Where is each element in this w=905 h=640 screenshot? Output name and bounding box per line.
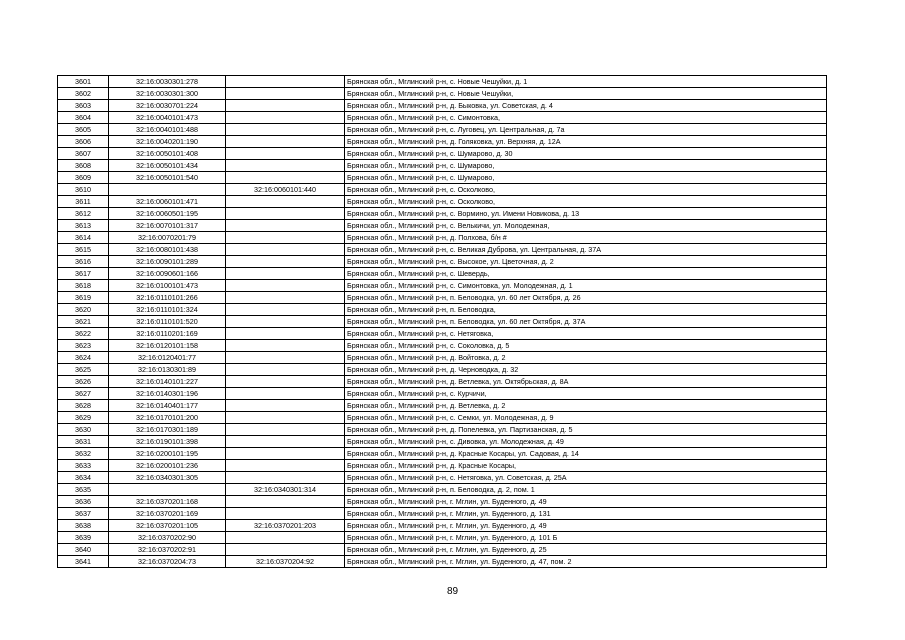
address-cell: Брянская обл., Мглинский р-н, с. Высокое, ул. Цветочная, д. 2 — [345, 256, 827, 268]
cadastral-number-cell: 32:16:0170101:200 — [109, 412, 226, 424]
cadastral-number-cell: 32:16:0170301:189 — [109, 424, 226, 436]
address-cell: Брянская обл., Мглинский р-н, д. Красные Косары, ул. Садовая, д. 14 — [345, 448, 827, 460]
table-row — [58, 100, 827, 112]
cadastral-number-cell: 32:16:0110101:266 — [109, 292, 226, 304]
address-cell: Брянская обл., Мглинский р-н, с. Осколково, — [345, 196, 827, 208]
row-number-cell: 3634 — [58, 472, 109, 484]
building-cadastral-number-cell: 32:16:0370201:203 — [226, 520, 345, 532]
table-row — [58, 508, 827, 520]
cadastral-number-cell: 32:16:0050101:434 — [109, 160, 226, 172]
table-row — [58, 544, 827, 556]
building-cadastral-number-cell — [226, 232, 345, 244]
row-number-cell: 3601 — [58, 76, 109, 88]
table-row — [58, 364, 827, 376]
row-number-cell: 3625 — [58, 364, 109, 376]
address-cell: Брянская обл., Мглинский р-н, с. Новые Чешуйки, д. 1 — [345, 76, 827, 88]
building-cadastral-number-cell — [226, 88, 345, 100]
cadastral-number-cell: 32:16:0130301:89 — [109, 364, 226, 376]
table-row — [58, 436, 827, 448]
address-cell: Брянская обл., Мглинский р-н, с. Великая Дуброва, ул. Центральная, д. 37А — [345, 244, 827, 256]
property-registry-table — [57, 75, 827, 568]
building-cadastral-number-cell — [226, 388, 345, 400]
address-cell: Брянская обл., Мглинский р-н, г. Мглин, ул. Буденного, д. 49 — [345, 496, 827, 508]
address-cell: Брянская обл., Мглинский р-н, с. Соколовка, д. 5 — [345, 340, 827, 352]
address-cell: Брянская обл., Мглинский р-н, с. Нетяговка, ул. Советская, д. 25А — [345, 472, 827, 484]
cadastral-number-cell: 32:16:0090101:289 — [109, 256, 226, 268]
cadastral-number-cell: 32:16:0370201:169 — [109, 508, 226, 520]
row-number-cell: 3619 — [58, 292, 109, 304]
table-row — [58, 424, 827, 436]
building-cadastral-number-cell — [226, 496, 345, 508]
address-cell: Брянская обл., Мглинский р-н, с. Шумарово, — [345, 172, 827, 184]
building-cadastral-number-cell — [226, 376, 345, 388]
building-cadastral-number-cell — [226, 424, 345, 436]
table-row — [58, 328, 827, 340]
page-number: 89 — [446, 586, 459, 597]
address-cell: Брянская обл., Мглинский р-н, г. Мглин, ул. Буденного, д. 47, пом. 2 — [345, 556, 827, 568]
row-number-cell: 3609 — [58, 172, 109, 184]
table-row — [58, 220, 827, 232]
row-number-cell: 3640 — [58, 544, 109, 556]
building-cadastral-number-cell — [226, 256, 345, 268]
row-number-cell: 3628 — [58, 400, 109, 412]
table-row — [58, 388, 827, 400]
row-number-cell: 3606 — [58, 136, 109, 148]
address-cell: Брянская обл., Мглинский р-н, д. Попелевка, ул. Партизанская, д. 5 — [345, 424, 827, 436]
cadastral-number-cell: 32:16:0090601:166 — [109, 268, 226, 280]
address-cell: Брянская обл., Мглинский р-н, д. Войтовка, д. 2 — [345, 352, 827, 364]
cadastral-number-cell: 32:16:0050101:540 — [109, 172, 226, 184]
table-row — [58, 460, 827, 472]
building-cadastral-number-cell — [226, 76, 345, 88]
cadastral-number-cell: 32:16:0340301:305 — [109, 472, 226, 484]
row-number-cell: 3614 — [58, 232, 109, 244]
address-cell: Брянская обл., Мглинский р-н, с. Велькичи, ул. Молодежная, — [345, 220, 827, 232]
table-row — [58, 520, 827, 532]
cadastral-number-cell: 32:16:0140401:177 — [109, 400, 226, 412]
row-number-cell: 3605 — [58, 124, 109, 136]
row-number-cell: 3626 — [58, 376, 109, 388]
cadastral-number-cell: 32:16:0110101:324 — [109, 304, 226, 316]
row-number-cell: 3631 — [58, 436, 109, 448]
address-cell: Брянская обл., Мглинский р-н, г. Мглин, ул. Буденного, д. 101 Б — [345, 532, 827, 544]
row-number-cell: 3618 — [58, 280, 109, 292]
address-cell: Брянская обл., Мглинский р-н, с. Осколково, — [345, 184, 827, 196]
table-row — [58, 556, 827, 568]
table-row — [58, 484, 827, 496]
address-cell: Брянская обл., Мглинский р-н, с. Симонтовка, — [345, 112, 827, 124]
cadastral-number-cell: 32:16:0060101:471 — [109, 196, 226, 208]
address-cell: Брянская обл., Мглинский р-н, с. Симонтовка, ул. Молодежная, д. 1 — [345, 280, 827, 292]
row-number-cell: 3613 — [58, 220, 109, 232]
row-number-cell: 3608 — [58, 160, 109, 172]
table-row — [58, 292, 827, 304]
building-cadastral-number-cell — [226, 220, 345, 232]
address-cell: Брянская обл., Мглинский р-н, д. Ветлевка, д. 2 — [345, 400, 827, 412]
cadastral-number-cell: 32:16:0060501:195 — [109, 208, 226, 220]
cadastral-number-cell: 32:16:0370202:91 — [109, 544, 226, 556]
cadastral-number-cell: 32:16:0040101:488 — [109, 124, 226, 136]
row-number-cell: 3611 — [58, 196, 109, 208]
table-row — [58, 184, 827, 196]
table-row — [58, 196, 827, 208]
row-number-cell: 3633 — [58, 460, 109, 472]
row-number-cell: 3604 — [58, 112, 109, 124]
building-cadastral-number-cell: 32:16:0370204:92 — [226, 556, 345, 568]
row-number-cell: 3630 — [58, 424, 109, 436]
cadastral-number-cell: 32:16:0080101:438 — [109, 244, 226, 256]
row-number-cell: 3637 — [58, 508, 109, 520]
cadastral-number-cell: 32:16:0030301:278 — [109, 76, 226, 88]
building-cadastral-number-cell — [226, 112, 345, 124]
row-number-cell: 3621 — [58, 316, 109, 328]
row-number-cell: 3635 — [58, 484, 109, 496]
table-row — [58, 172, 827, 184]
address-cell: Брянская обл., Мглинский р-н, д. Ветлевка, ул. Октябрьская, д. 8А — [345, 376, 827, 388]
cadastral-number-cell: 32:16:0100101:473 — [109, 280, 226, 292]
building-cadastral-number-cell — [226, 508, 345, 520]
address-cell: Брянская обл., Мглинский р-н, с. Курчичи, — [345, 388, 827, 400]
address-cell: Брянская обл., Мглинский р-н, с. Нетяговка, — [345, 328, 827, 340]
row-number-cell: 3603 — [58, 100, 109, 112]
cadastral-number-cell: 32:16:0030701:224 — [109, 100, 226, 112]
cadastral-number-cell: 32:16:0040201:190 — [109, 136, 226, 148]
table-row — [58, 400, 827, 412]
building-cadastral-number-cell — [226, 280, 345, 292]
table-row — [58, 136, 827, 148]
building-cadastral-number-cell — [226, 412, 345, 424]
building-cadastral-number-cell — [226, 304, 345, 316]
building-cadastral-number-cell — [226, 172, 345, 184]
row-number-cell: 3624 — [58, 352, 109, 364]
address-cell: Брянская обл., Мглинский р-н, с. Семки, ул. Молодежная, д. 9 — [345, 412, 827, 424]
building-cadastral-number-cell — [226, 160, 345, 172]
table-row — [58, 352, 827, 364]
table-row — [58, 340, 827, 352]
address-cell: Брянская обл., Мглинский р-н, г. Мглин, ул. Буденного, д. 131 — [345, 508, 827, 520]
building-cadastral-number-cell: 32:16:0060101:440 — [226, 184, 345, 196]
row-number-cell: 3641 — [58, 556, 109, 568]
row-number-cell: 3617 — [58, 268, 109, 280]
address-cell: Брянская обл., Мглинский р-н, с. Новые Чешуйки, — [345, 88, 827, 100]
cadastral-number-cell: 32:16:0070101:317 — [109, 220, 226, 232]
row-number-cell: 3638 — [58, 520, 109, 532]
address-cell: Брянская обл., Мглинский р-н, п. Беловодка, — [345, 304, 827, 316]
building-cadastral-number-cell — [226, 436, 345, 448]
cadastral-number-cell: 32:16:0110101:520 — [109, 316, 226, 328]
building-cadastral-number-cell — [226, 124, 345, 136]
cadastral-number-cell: 32:16:0120101:158 — [109, 340, 226, 352]
row-number-cell: 3636 — [58, 496, 109, 508]
building-cadastral-number-cell — [226, 316, 345, 328]
address-cell: Брянская обл., Мглинский р-н, с. Шумарово, — [345, 160, 827, 172]
table-row — [58, 316, 827, 328]
address-cell: Брянская обл., Мглинский р-н, д. Быковка, ул. Советская, д. 4 — [345, 100, 827, 112]
row-number-cell: 3612 — [58, 208, 109, 220]
row-number-cell: 3629 — [58, 412, 109, 424]
building-cadastral-number-cell — [226, 448, 345, 460]
building-cadastral-number-cell — [226, 292, 345, 304]
cadastral-number-cell: 32:16:0370204:73 — [109, 556, 226, 568]
cadastral-number-cell — [109, 184, 226, 196]
address-cell: Брянская обл., Мглинский р-н, с. Шевердь, — [345, 268, 827, 280]
table-row — [58, 280, 827, 292]
table-row — [58, 160, 827, 172]
building-cadastral-number-cell — [226, 544, 345, 556]
building-cadastral-number-cell — [226, 148, 345, 160]
address-cell: Брянская обл., Мглинский р-н, с. Дивовка, ул. Молодежная, д. 49 — [345, 436, 827, 448]
cadastral-number-cell: 32:16:0140301:196 — [109, 388, 226, 400]
registry-body — [58, 76, 827, 568]
cadastral-number-cell: 32:16:0370201:168 — [109, 496, 226, 508]
building-cadastral-number-cell — [226, 460, 345, 472]
building-cadastral-number-cell — [226, 100, 345, 112]
building-cadastral-number-cell — [226, 208, 345, 220]
table-row — [58, 244, 827, 256]
table-row — [58, 208, 827, 220]
address-cell: Брянская обл., Мглинский р-н, п. Беловодка, ул. 60 лет Октября, д. 37А — [345, 316, 827, 328]
building-cadastral-number-cell — [226, 328, 345, 340]
table-row — [58, 448, 827, 460]
table-row — [58, 76, 827, 88]
table-row — [58, 304, 827, 316]
table-row — [58, 88, 827, 100]
table-row — [58, 376, 827, 388]
table-row — [58, 124, 827, 136]
address-cell: Брянская обл., Мглинский р-н, с. Шумарово, д. 30 — [345, 148, 827, 160]
table-row — [58, 112, 827, 124]
row-number-cell: 3616 — [58, 256, 109, 268]
building-cadastral-number-cell — [226, 532, 345, 544]
table-row — [58, 496, 827, 508]
address-cell: Брянская обл., Мглинский р-н, с. Вормино, ул. Имени Новикова, д. 13 — [345, 208, 827, 220]
address-cell: Брянская обл., Мглинский р-н, д. Черноводка, д. 32 — [345, 364, 827, 376]
building-cadastral-number-cell — [226, 364, 345, 376]
building-cadastral-number-cell — [226, 196, 345, 208]
address-cell: Брянская обл., Мглинский р-н, д. Голяковка, ул. Верхняя, д. 12А — [345, 136, 827, 148]
row-number-cell: 3620 — [58, 304, 109, 316]
address-cell: Брянская обл., Мглинский р-н, с. Луговец, ул. Центральная, д. 7а — [345, 124, 827, 136]
row-number-cell: 3632 — [58, 448, 109, 460]
cadastral-number-cell: 32:16:0370202:90 — [109, 532, 226, 544]
building-cadastral-number-cell — [226, 352, 345, 364]
address-cell: Брянская обл., Мглинский р-н, п. Беловодка, ул. 60 лет Октября, д. 26 — [345, 292, 827, 304]
building-cadastral-number-cell — [226, 400, 345, 412]
row-number-cell: 3623 — [58, 340, 109, 352]
table-row — [58, 232, 827, 244]
cadastral-number-cell: 32:16:0190101:398 — [109, 436, 226, 448]
building-cadastral-number-cell: 32:16:0340301:314 — [226, 484, 345, 496]
table-row — [58, 532, 827, 544]
table-row — [58, 412, 827, 424]
building-cadastral-number-cell — [226, 472, 345, 484]
building-cadastral-number-cell — [226, 268, 345, 280]
address-cell: Брянская обл., Мглинский р-н, г. Мглин, ул. Буденного, д. 25 — [345, 544, 827, 556]
address-cell: Брянская обл., Мглинский р-н, г. Мглин, ул. Буденного, д. 49 — [345, 520, 827, 532]
row-number-cell: 3622 — [58, 328, 109, 340]
address-cell: Брянская обл., Мглинский р-н, д. Красные Косары, — [345, 460, 827, 472]
cadastral-number-cell: 32:16:0200101:195 — [109, 448, 226, 460]
table-row — [58, 268, 827, 280]
cadastral-number-cell — [109, 484, 226, 496]
row-number-cell: 3602 — [58, 88, 109, 100]
building-cadastral-number-cell — [226, 136, 345, 148]
table-row — [58, 148, 827, 160]
cadastral-number-cell: 32:16:0120401:77 — [109, 352, 226, 364]
cadastral-number-cell: 32:16:0370201:105 — [109, 520, 226, 532]
row-number-cell: 3627 — [58, 388, 109, 400]
row-number-cell: 3607 — [58, 148, 109, 160]
row-number-cell: 3639 — [58, 532, 109, 544]
building-cadastral-number-cell — [226, 244, 345, 256]
cadastral-number-cell: 32:16:0040101:473 — [109, 112, 226, 124]
table-row — [58, 472, 827, 484]
table-row — [58, 256, 827, 268]
cadastral-number-cell: 32:16:0140101:227 — [109, 376, 226, 388]
cadastral-number-cell: 32:16:0110201:169 — [109, 328, 226, 340]
cadastral-number-cell: 32:16:0050101:408 — [109, 148, 226, 160]
address-cell: Брянская обл., Мглинский р-н, п. Беловодка, д. 2, пом. 1 — [345, 484, 827, 496]
address-cell: Брянская обл., Мглинский р-н, д. Полхова, б/н # — [345, 232, 827, 244]
cadastral-number-cell: 32:16:0070201:79 — [109, 232, 226, 244]
building-cadastral-number-cell — [226, 340, 345, 352]
cadastral-number-cell: 32:16:0200101:236 — [109, 460, 226, 472]
row-number-cell: 3615 — [58, 244, 109, 256]
row-number-cell: 3610 — [58, 184, 109, 196]
cadastral-number-cell: 32:16:0030301:300 — [109, 88, 226, 100]
